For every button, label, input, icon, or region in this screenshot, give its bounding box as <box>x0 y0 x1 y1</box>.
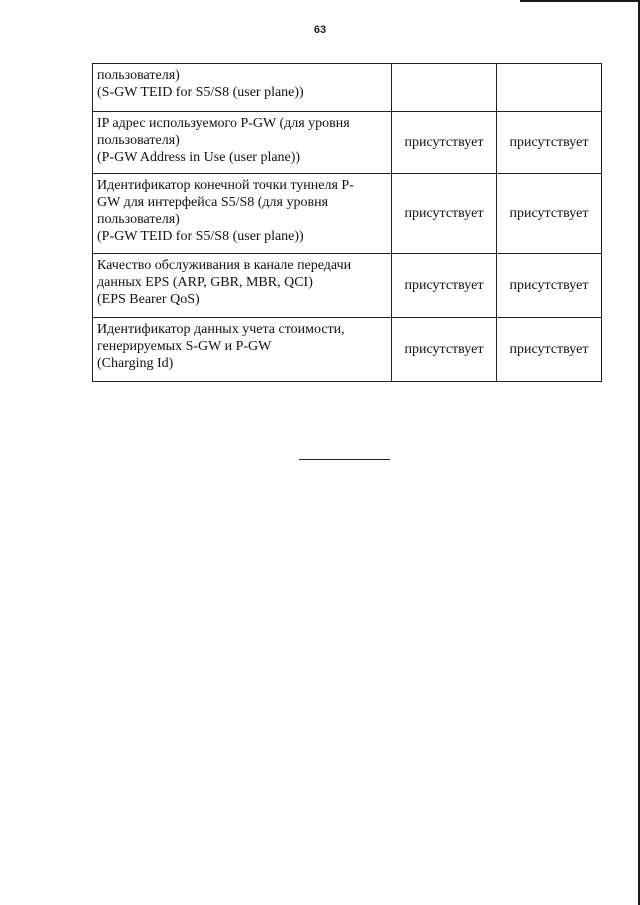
presence-cell-col2: присутствует <box>392 174 497 254</box>
description-line: пользователя) <box>97 68 180 83</box>
scan-edge-top <box>520 0 640 2</box>
description-line: (EPS Bearer QoS) <box>97 292 200 307</box>
end-of-section-rule <box>299 459 390 460</box>
presence-cell-col3: присутствует <box>497 112 602 174</box>
presence-cell-col3: присутствует <box>497 174 602 254</box>
description-line: пользователя) <box>97 133 180 148</box>
presence-cell-col3: присутствует <box>497 318 602 382</box>
description-line: (S-GW TEID for S5/S8 (user plane)) <box>97 85 304 100</box>
presence-cell-col2: присутствует <box>392 318 497 382</box>
description-line: Идентификатор данных учета стоимости, <box>97 322 345 337</box>
presence-cell-col2: присутствует <box>392 254 497 318</box>
table-row <box>93 112 602 174</box>
description-line: (P-GW Address in Use (user plane)) <box>97 150 301 165</box>
parameter-description <box>93 174 392 254</box>
table-row <box>93 64 602 112</box>
description-line: IP адрес используемого P-GW (для уровня <box>97 116 350 131</box>
presence-cell-col3: присутствует <box>497 254 602 318</box>
presence-cell-col2: присутствует <box>392 112 497 174</box>
presence-cell-col3 <box>497 64 602 112</box>
description-line: данных EPS (ARP, GBR, MBR, QCI) <box>97 275 313 290</box>
description-line: Качество обслуживания в канале передачи <box>97 258 352 273</box>
table-row <box>93 174 602 254</box>
table-row <box>93 318 602 382</box>
description-line: Идентификатор конечной точки туннеля P- <box>97 178 354 193</box>
page-number: 63 <box>313 24 327 36</box>
description-line: (Charging Id) <box>97 356 174 371</box>
parameter-description <box>93 318 392 382</box>
parameters-table <box>92 63 602 382</box>
parameter-description <box>93 64 392 112</box>
description-line: генерируемых S-GW и P-GW <box>97 339 272 354</box>
parameter-description <box>93 112 392 174</box>
presence-cell-col2 <box>392 64 497 112</box>
description-line: GW для интерфейса S5/S8 (для уровня <box>97 195 329 210</box>
table-row <box>93 254 602 318</box>
parameter-description <box>93 254 392 318</box>
description-line: пользователя) <box>97 212 180 227</box>
description-line: (P-GW TEID for S5/S8 (user plane)) <box>97 229 304 244</box>
